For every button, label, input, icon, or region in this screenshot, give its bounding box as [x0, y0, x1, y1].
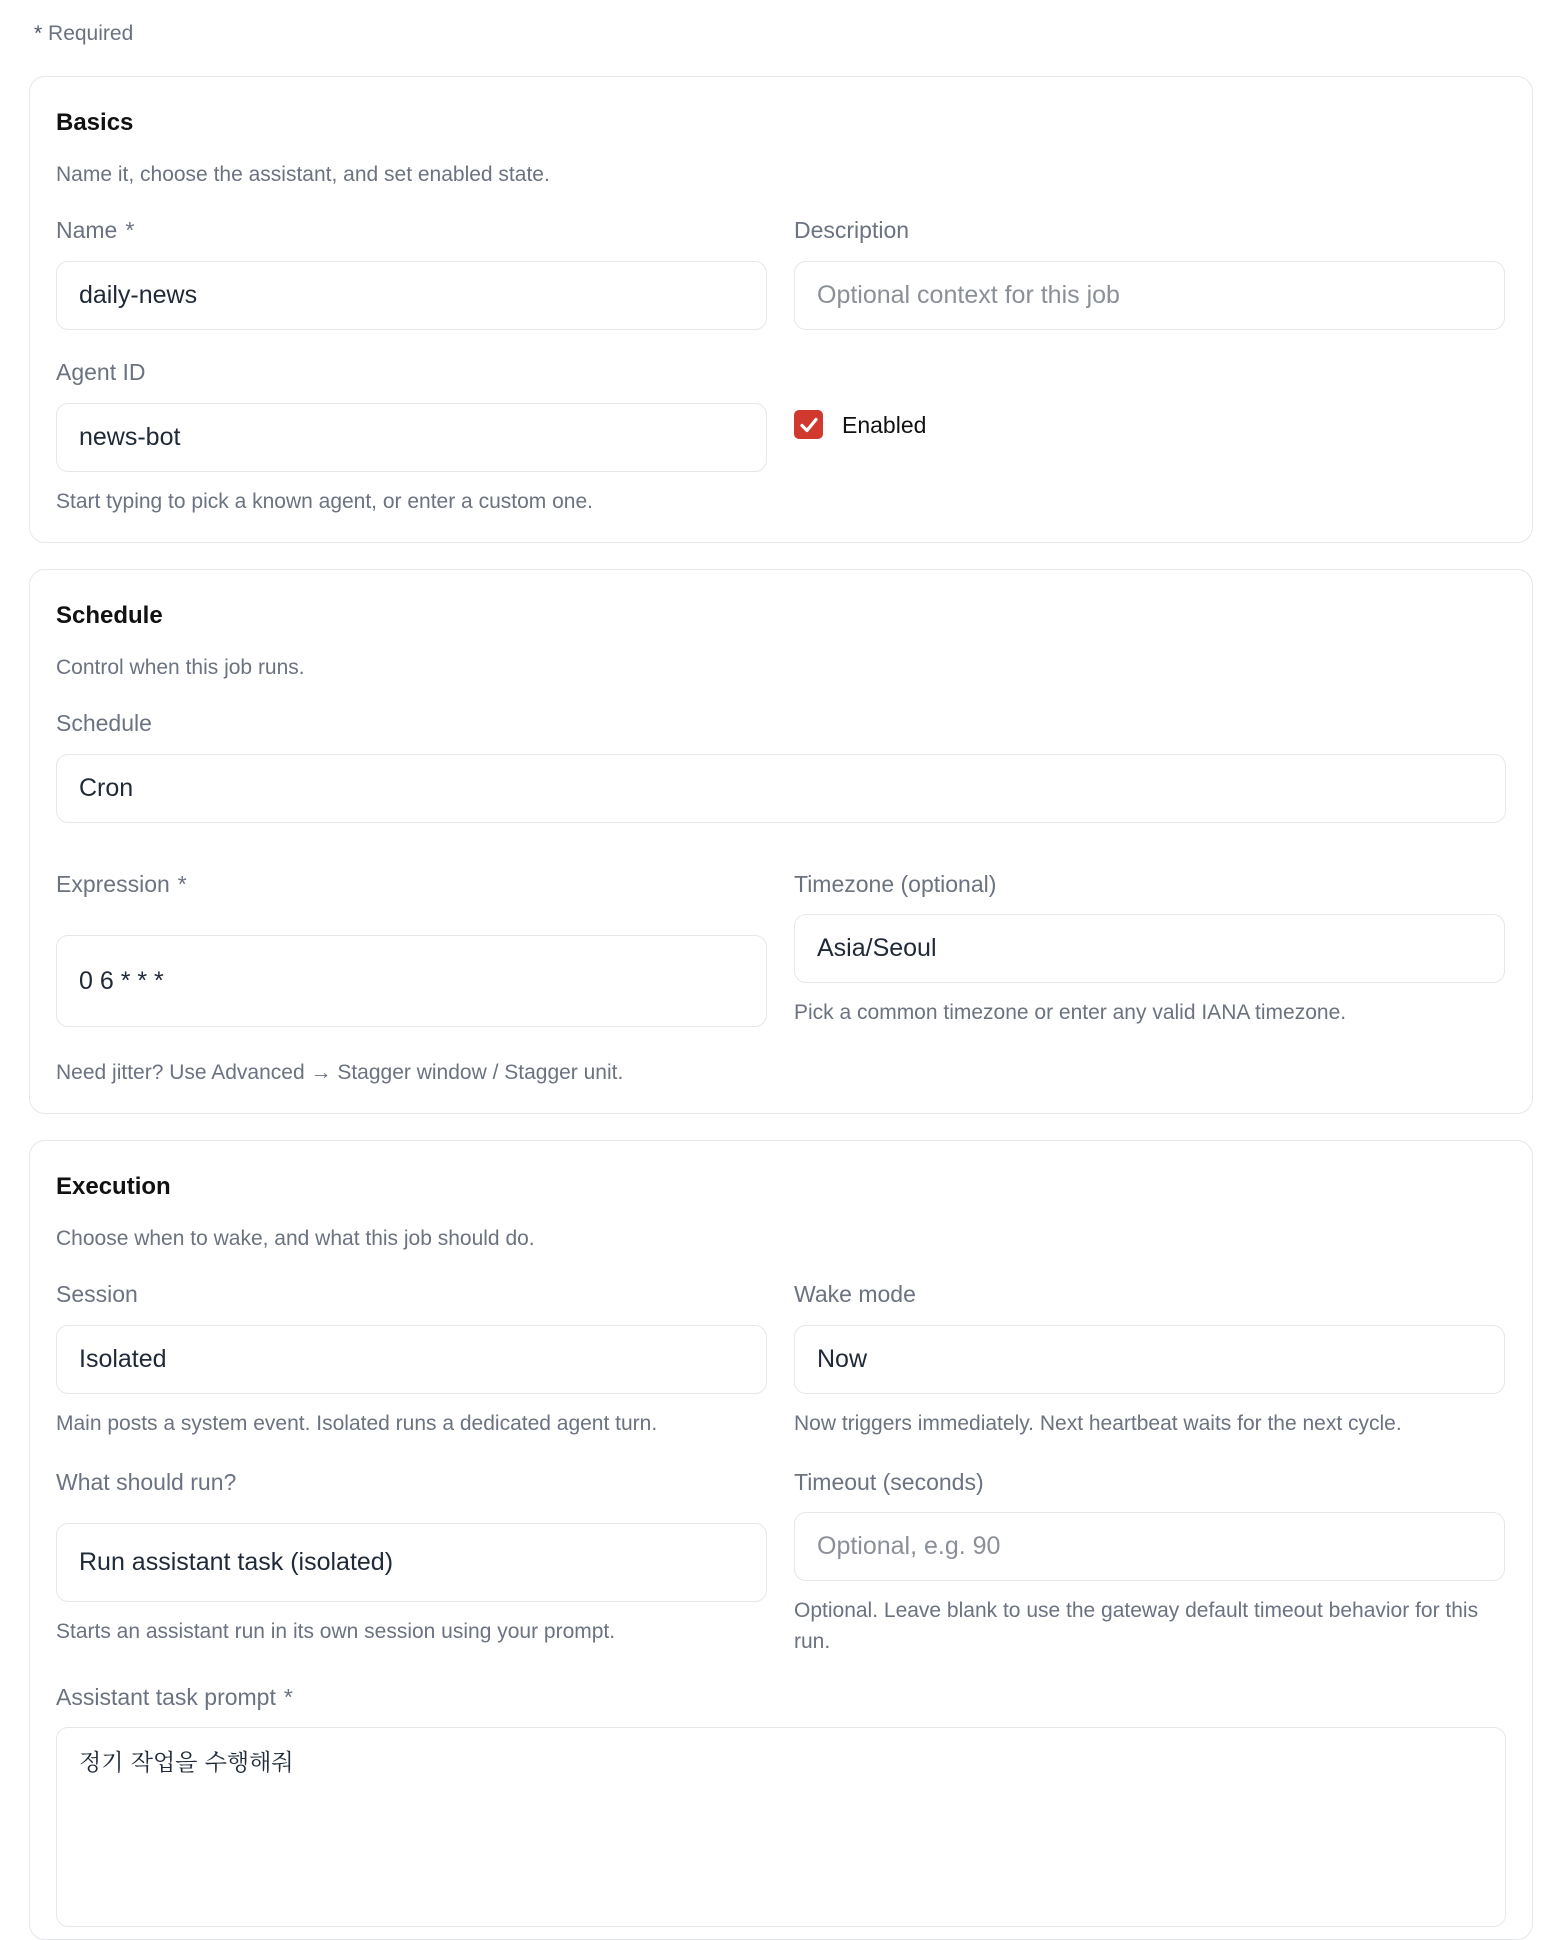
agent-id-input[interactable]: news-bot: [56, 403, 767, 472]
expression-label: [56, 871, 187, 898]
prompt-required-mark: *: [283, 1684, 293, 1710]
wake-mode-hint: Now triggers immediately. Next heartbeat waits for the next cycle.: [794, 1412, 1402, 1435]
agent-id-hint: Start typing to pick a known agent, or enter a custom one.: [56, 490, 593, 513]
schedule-title: Schedule: [56, 602, 163, 629]
name-input[interactable]: daily-news: [56, 261, 767, 330]
session-label: Session: [56, 1281, 138, 1307]
expression-label-text: Expression: [56, 871, 170, 897]
timeout-input[interactable]: Optional, e.g. 90: [794, 1512, 1505, 1581]
what-run-hint: Starts an assistant run in its own session using your prompt.: [56, 1620, 616, 1643]
session-hint: Main posts a system event. Isolated runs a dedicated agent turn.: [56, 1412, 658, 1435]
timeout-label: Timeout (seconds): [794, 1469, 984, 1495]
wake-mode-label: Wake mode: [794, 1281, 916, 1307]
session-select[interactable]: Isolated: [56, 1325, 767, 1394]
expression-input[interactable]: 0 6 * * *: [56, 935, 767, 1027]
required-text: Required: [48, 22, 134, 45]
enabled-checkbox[interactable]: [794, 410, 823, 439]
schedule-kind-label: Schedule: [56, 710, 152, 736]
name-label-text: Name: [56, 217, 118, 243]
name-label: [56, 217, 134, 244]
description-input[interactable]: Optional context for this job: [794, 261, 1505, 330]
name-required-mark: *: [125, 217, 135, 243]
execution-title: Execution: [56, 1173, 171, 1200]
prompt-label-text: Assistant task prompt: [56, 1684, 276, 1710]
timezone-input[interactable]: Asia/Seoul: [794, 914, 1505, 983]
what-run-select[interactable]: Run assistant task (isolated): [56, 1523, 767, 1602]
required-note: [34, 22, 133, 46]
agent-id-label: Agent ID: [56, 359, 146, 385]
timezone-label: Timezone (optional): [794, 871, 997, 897]
expression-required-mark: *: [177, 871, 187, 897]
timezone-hint: Pick a common timezone or enter any valid IANA timezone.: [794, 1001, 1347, 1024]
basics-title: Basics: [56, 109, 134, 136]
schedule-card: [29, 569, 1533, 1114]
enabled-label[interactable]: Enabled: [842, 412, 927, 438]
basics-description: Name it, choose the assistant, and set enabled state.: [56, 163, 550, 186]
what-run-label: What should run?: [56, 1469, 237, 1495]
execution-card: [29, 1140, 1533, 1940]
schedule-description: Control when this job runs.: [56, 656, 305, 679]
prompt-textarea[interactable]: 정기 작업을 수행해줘: [56, 1727, 1506, 1927]
execution-description: Choose when to wake, and what this job should do.: [56, 1227, 535, 1250]
schedule-kind-select[interactable]: Cron: [56, 754, 1506, 823]
checkmark-icon: [798, 414, 820, 436]
prompt-label: [56, 1684, 293, 1711]
jitter-hint: Need jitter? Use Advanced → Stagger window / Stagger unit.: [56, 1061, 624, 1084]
description-label: Description: [794, 217, 910, 243]
required-star: *: [34, 22, 43, 45]
timeout-hint: Optional. Leave blank to use the gateway default timeout behavior for this run.: [794, 1599, 1479, 1653]
basics-card: [29, 76, 1533, 543]
wake-mode-select[interactable]: Now: [794, 1325, 1505, 1394]
